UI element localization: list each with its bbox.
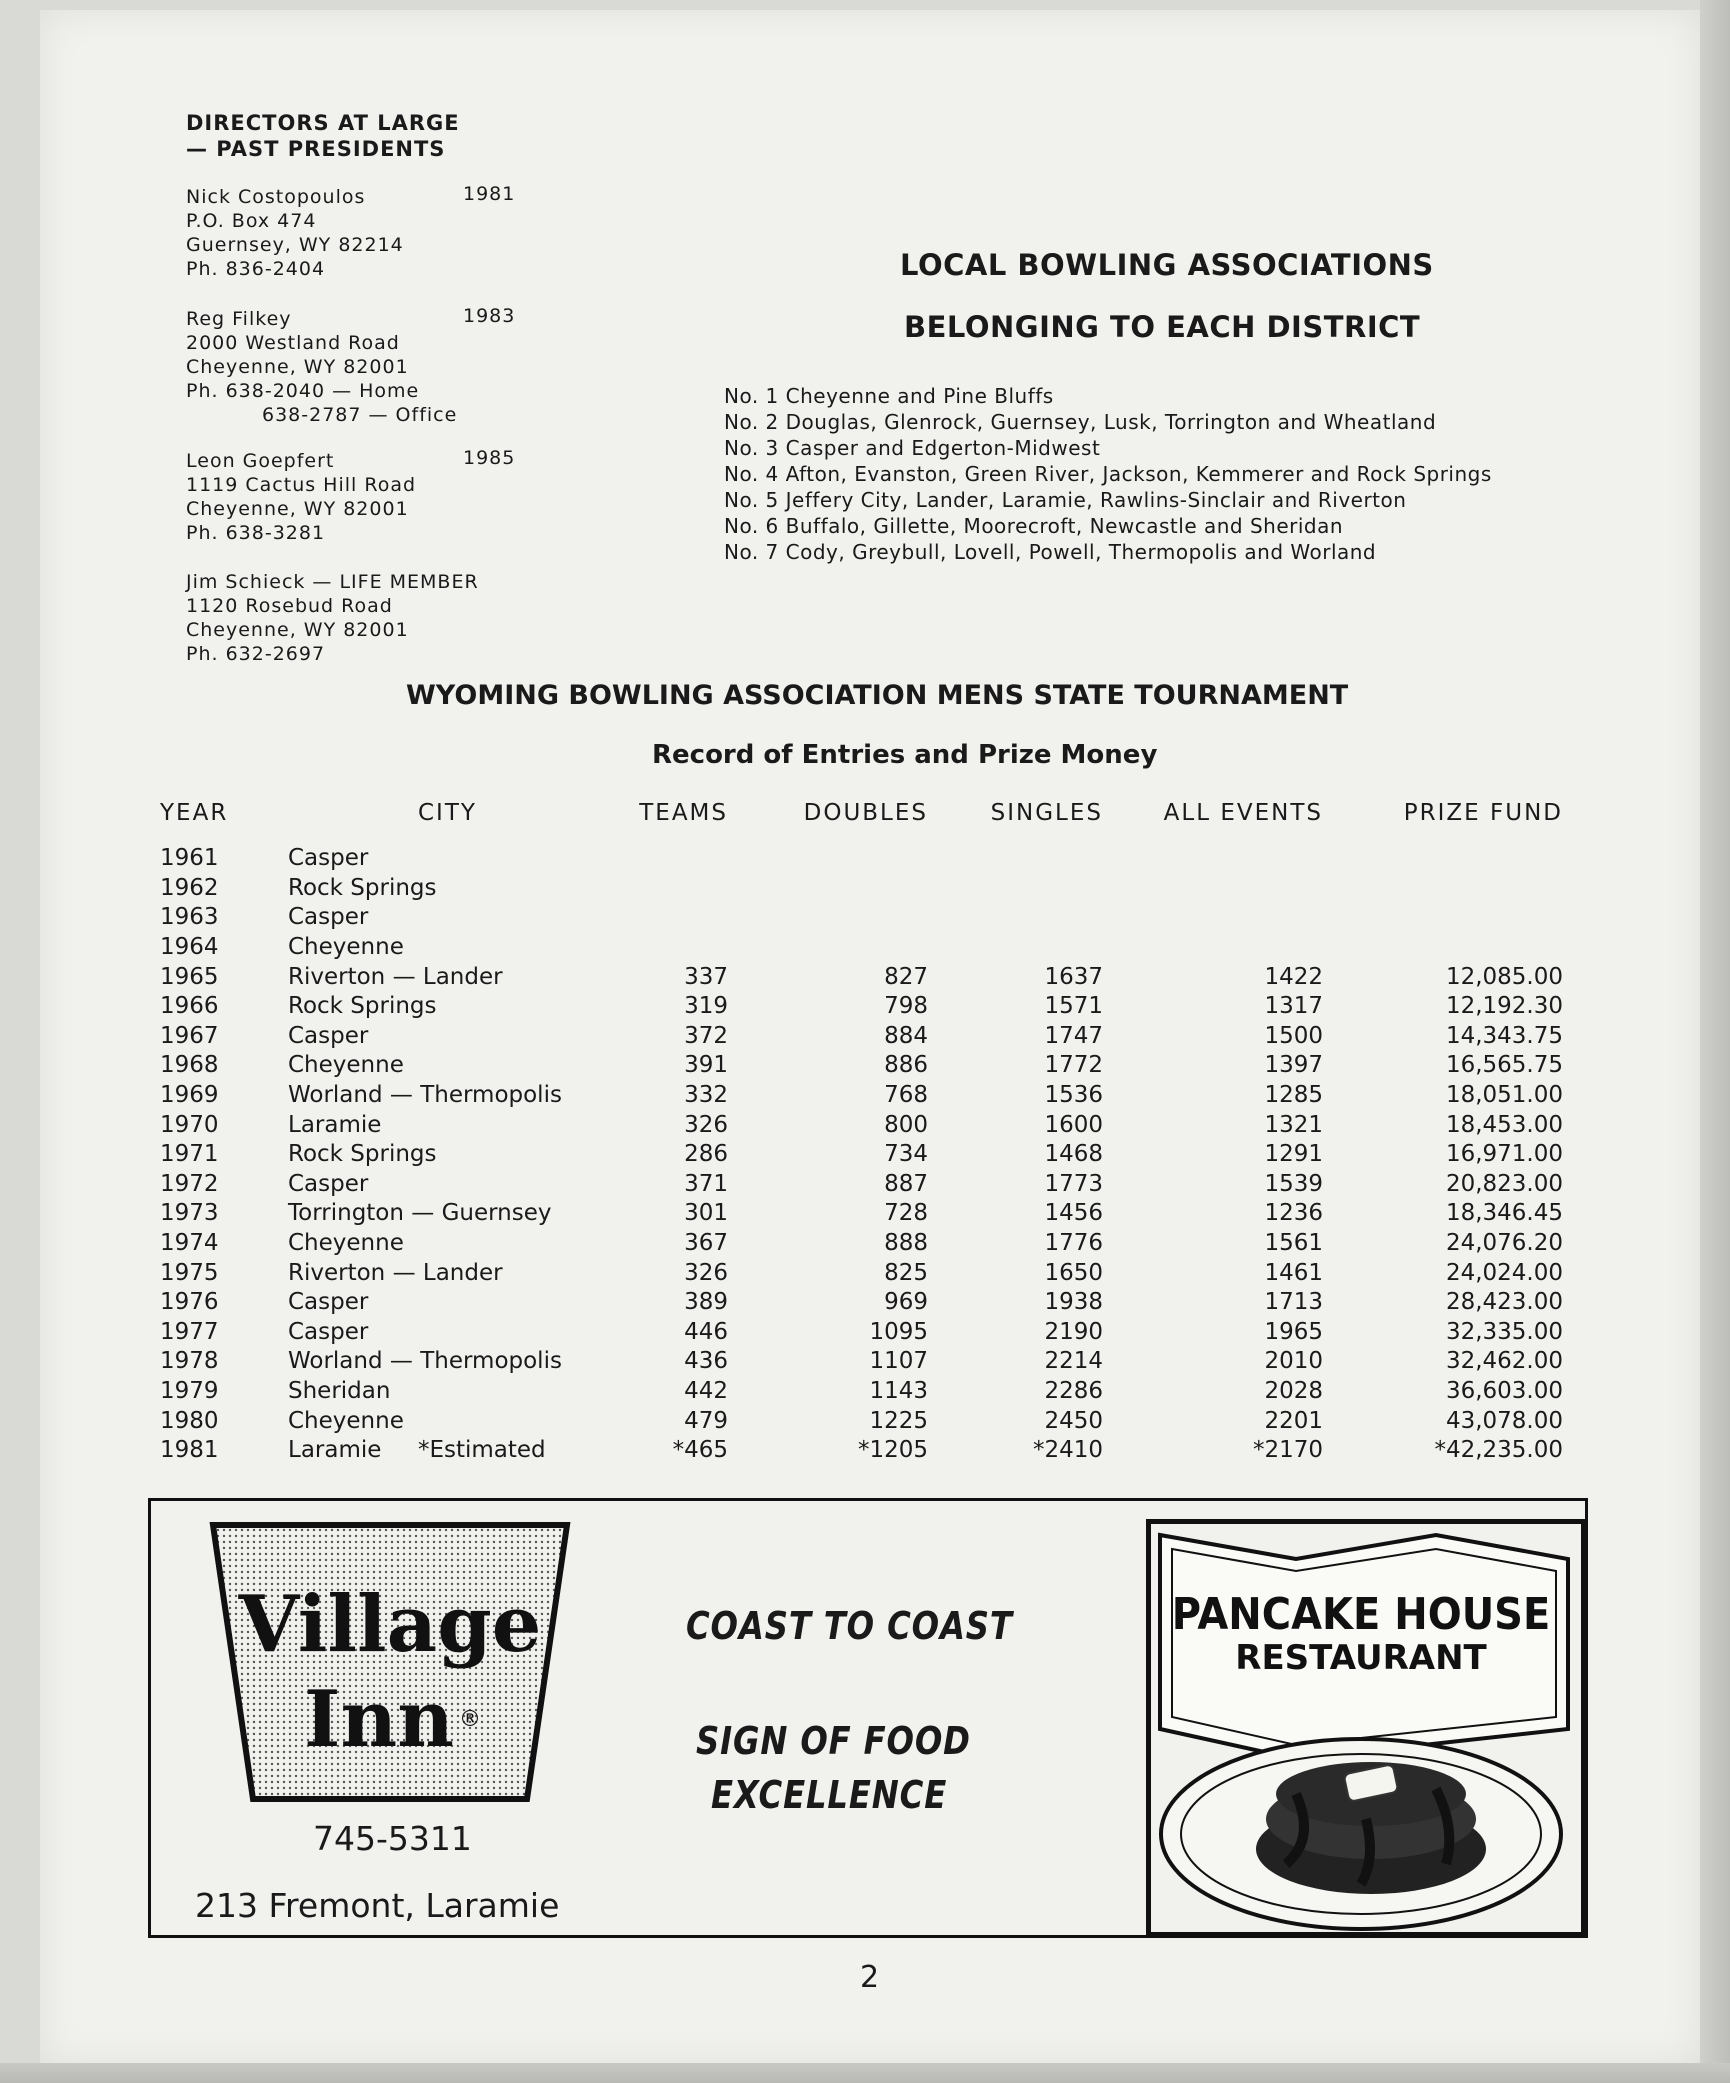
cell-doubles: 1107 (869, 1348, 928, 1375)
table-row (160, 1436, 1563, 1466)
cell-year: 1964 (160, 934, 219, 961)
district-item: No. 6 Buffalo, Gillette, Moorecroft, Newcastle and Sheridan (724, 514, 1344, 538)
district-item: No. 2 Douglas, Glenrock, Guernsey, Lusk, Torrington and Wheatland (724, 410, 1437, 434)
cell-singles (928, 874, 1103, 904)
cell-teams: 372 (684, 1022, 728, 1049)
table-row (160, 1081, 1563, 1111)
cell-singles (928, 903, 1103, 933)
cell-city: Casper (288, 1318, 369, 1345)
cell-prize-fund (1323, 903, 1563, 933)
director-phone: Ph. 638-3281 (186, 522, 326, 544)
district-item: No. 7 Cody, Greybull, Lovell, Powell, Thermopolis and Worland (724, 540, 1377, 564)
cell-city: Casper (288, 904, 369, 931)
cell-teams: 337 (684, 963, 728, 990)
table-row (160, 1199, 1563, 1229)
cell-doubles (728, 874, 928, 904)
cell-year: 1980 (160, 1407, 219, 1434)
cell-doubles: 887 (884, 1170, 928, 1197)
cell-doubles: 886 (884, 1052, 928, 1079)
cell-doubles: 1095 (869, 1318, 928, 1345)
cell-teams: 319 (684, 993, 728, 1020)
cell-all-events: 1317 (1264, 993, 1323, 1020)
cell-singles: *2410 (1032, 1437, 1103, 1464)
cell-all-events: 1422 (1264, 963, 1323, 990)
village-inn-name-line2: Inn (304, 1674, 454, 1765)
page-bottom-strip (0, 2063, 1730, 2083)
table-row (160, 1022, 1563, 1052)
table-row (160, 1229, 1563, 1259)
cell-singles: 1468 (1044, 1141, 1103, 1168)
cell-doubles: 888 (884, 1230, 928, 1257)
table-row (160, 844, 1563, 874)
cell-teams: 326 (684, 1259, 728, 1286)
cell-all-events (1103, 844, 1323, 874)
local-associations-subtitle: BELONGING TO EACH DISTRICT (904, 310, 1421, 344)
cell-prize-fund: *42,235.00 (1434, 1437, 1563, 1464)
cell-year: 1963 (160, 904, 219, 931)
director-entry (186, 307, 457, 427)
cell-teams: 391 (684, 1052, 728, 1079)
cell-doubles: 734 (884, 1141, 928, 1168)
cell-doubles (728, 933, 928, 963)
table-row (160, 1140, 1563, 1170)
table-body (160, 844, 1563, 1465)
cell-all-events (1103, 874, 1323, 904)
cell-city: Cheyenne (288, 1407, 404, 1434)
cell-singles: 1772 (1044, 1052, 1103, 1079)
cell-teams (598, 844, 728, 874)
cell-singles: 1773 (1044, 1170, 1103, 1197)
cell-teams: 389 (684, 1289, 728, 1316)
cell-all-events: 1500 (1264, 1022, 1323, 1049)
cell-doubles: 1225 (869, 1407, 928, 1434)
cell-doubles (728, 903, 928, 933)
table-row (160, 1051, 1563, 1081)
cell-doubles (728, 844, 928, 874)
cell-all-events: 1321 (1264, 1111, 1323, 1138)
cell-city: Worland — Thermopolis (288, 1348, 562, 1375)
director-name: Jim Schieck — LIFE MEMBER (186, 571, 479, 593)
cell-year: 1967 (160, 1022, 219, 1049)
cell-singles: 1650 (1044, 1259, 1103, 1286)
cell-teams: 301 (684, 1200, 728, 1227)
director-year: 1981 (463, 183, 516, 205)
director-address: 2000 Westland Road (186, 332, 400, 354)
cell-city: Worland — Thermopolis (288, 1082, 562, 1109)
cell-city: Rock Springs (288, 993, 437, 1020)
district-item: No. 4 Afton, Evanston, Green River, Jackson, Kemmerer and Rock Springs (724, 462, 1492, 486)
cell-teams: *465 (672, 1437, 728, 1464)
table-row (160, 903, 1563, 933)
cell-prize-fund: 36,603.00 (1445, 1377, 1563, 1404)
cell-city: Laramie (288, 1111, 382, 1138)
table-header-row (160, 800, 1563, 844)
director-year: 1983 (463, 305, 516, 327)
advertisement-box (148, 1498, 1588, 1938)
cell-city: Riverton — Lander (288, 963, 503, 990)
director-year: 1985 (463, 447, 516, 469)
cell-prize-fund: 12,085.00 (1445, 963, 1563, 990)
director-phone: Ph. 632-2697 (186, 643, 326, 665)
cell-all-events: 1397 (1264, 1052, 1323, 1079)
director-address: 1120 Rosebud Road (186, 595, 393, 617)
cell-all-events (1103, 933, 1323, 963)
tournament-table (160, 800, 1563, 1465)
village-inn-address: 213 Fremont, Laramie (195, 1886, 560, 1925)
director-city: Guernsey, WY 82214 (186, 234, 404, 256)
table-row (160, 1406, 1563, 1436)
cell-prize-fund: 43,078.00 (1445, 1407, 1563, 1434)
pancake-house-logo (1146, 1519, 1586, 1937)
cell-year: 1970 (160, 1111, 219, 1138)
director-entry (186, 449, 416, 545)
district-list (724, 383, 1492, 565)
table-row (160, 1347, 1563, 1377)
cell-singles: 2190 (1044, 1318, 1103, 1345)
director-city: Cheyenne, WY 82001 (186, 498, 409, 520)
cell-year: 1977 (160, 1318, 219, 1345)
cell-doubles: 884 (884, 1022, 928, 1049)
cell-all-events: 1291 (1264, 1141, 1323, 1168)
cell-teams (598, 903, 728, 933)
cell-year: 1978 (160, 1348, 219, 1375)
cell-prize-fund (1323, 933, 1563, 963)
cell-year: 1975 (160, 1259, 219, 1286)
pancake-house-subtitle: RESTAURANT (1235, 1638, 1487, 1678)
col-header-teams: TEAMS (639, 800, 728, 826)
table-row (160, 1110, 1563, 1140)
cell-prize-fund: 16,971.00 (1445, 1141, 1563, 1168)
col-header-year: YEAR (160, 800, 229, 826)
village-inn-name-line1: Village (238, 1579, 542, 1670)
cell-teams: 286 (684, 1141, 728, 1168)
cell-all-events: 1236 (1264, 1200, 1323, 1227)
slogan-line1: COAST TO COAST (686, 1604, 1013, 1648)
cell-city: Torrington — Guernsey (288, 1200, 552, 1227)
cell-prize-fund (1323, 874, 1563, 904)
tournament-title: WYOMING BOWLING ASSOCIATION MENS STATE TOURNAMENT (406, 680, 1349, 711)
director-address: 1119 Cactus Hill Road (186, 474, 417, 496)
table-row (160, 1258, 1563, 1288)
cell-all-events: *2170 (1252, 1437, 1323, 1464)
cell-all-events: 1539 (1264, 1170, 1323, 1197)
cell-city: Cheyenne (288, 934, 404, 961)
table-row (160, 992, 1563, 1022)
cell-city: Casper (288, 1170, 369, 1197)
cell-year: 1979 (160, 1377, 219, 1404)
cell-singles: 2450 (1044, 1407, 1103, 1434)
cell-year: 1981 (160, 1437, 219, 1464)
col-header-prize-fund: PRIZE FUND (1403, 800, 1563, 826)
cell-year: 1971 (160, 1141, 219, 1168)
cell-singles: 2214 (1044, 1348, 1103, 1375)
cell-year: 1966 (160, 993, 219, 1020)
cell-singles: 1938 (1044, 1289, 1103, 1316)
cell-doubles: 825 (884, 1259, 928, 1286)
cell-prize-fund: 18,051.00 (1445, 1082, 1563, 1109)
cell-doubles: *1205 (857, 1437, 928, 1464)
cell-prize-fund: 24,076.20 (1445, 1230, 1563, 1257)
local-associations-title: LOCAL BOWLING ASSOCIATIONS (900, 248, 1434, 282)
director-phone: Ph. 638-2040 — Home (186, 380, 420, 402)
cell-city: Cheyenne (288, 1052, 404, 1079)
district-item: No. 3 Casper and Edgerton-Midwest (724, 436, 1101, 460)
cell-prize-fund: 32,335.00 (1445, 1318, 1563, 1345)
director-name: Reg Filkey (186, 308, 292, 330)
cell-prize-fund: 32,462.00 (1445, 1348, 1563, 1375)
cell-prize-fund: 28,423.00 (1445, 1289, 1563, 1316)
cell-all-events: 1285 (1264, 1082, 1323, 1109)
cell-year: 1973 (160, 1200, 219, 1227)
tournament-subtitle: Record of Entries and Prize Money (652, 740, 1158, 770)
cell-year: 1976 (160, 1289, 219, 1316)
cell-year: 1962 (160, 874, 219, 901)
cell-teams: 436 (684, 1348, 728, 1375)
cell-teams (598, 933, 728, 963)
table-row (160, 874, 1563, 904)
col-header-city: CITY (418, 800, 477, 826)
cell-prize-fund: 20,823.00 (1445, 1170, 1563, 1197)
slogan-line3: EXCELLENCE (711, 1773, 948, 1817)
cell-doubles: 798 (884, 993, 928, 1020)
director-phone-office: 638-2787 — Office (262, 404, 458, 426)
cell-city: Rock Springs (288, 874, 437, 901)
cell-year: 1972 (160, 1170, 219, 1197)
cell-all-events: 1461 (1264, 1259, 1323, 1286)
district-item: No. 5 Jeffery City, Lander, Laramie, Rawlins-Sinclair and Riverton (724, 488, 1407, 512)
cell-singles: 1747 (1044, 1022, 1103, 1049)
cell-all-events (1103, 903, 1323, 933)
cell-all-events: 1713 (1264, 1289, 1323, 1316)
cell-prize-fund: 14,343.75 (1445, 1022, 1563, 1049)
director-name: Nick Costopoulos (186, 186, 366, 208)
cell-doubles: 827 (884, 963, 928, 990)
registered-mark: ® (459, 1707, 481, 1732)
cell-teams: 367 (684, 1230, 728, 1257)
cell-singles: 1600 (1044, 1111, 1103, 1138)
page-number: 2 (860, 1960, 880, 1995)
cell-teams: 371 (684, 1170, 728, 1197)
cell-teams: 446 (684, 1318, 728, 1345)
col-header-singles: SINGLES (990, 800, 1103, 826)
page-edge (1700, 0, 1730, 2083)
cell-all-events: 1561 (1264, 1230, 1323, 1257)
cell-prize-fund: 24,024.00 (1445, 1259, 1563, 1286)
cell-year: 1968 (160, 1052, 219, 1079)
district-item: No. 1 Cheyenne and Pine Bluffs (724, 384, 1054, 408)
director-name: Leon Goepfert (186, 450, 335, 472)
cell-all-events: 2010 (1264, 1348, 1323, 1375)
cell-year: 1969 (160, 1082, 219, 1109)
cell-year: 1961 (160, 845, 219, 872)
cell-prize-fund: 18,453.00 (1445, 1111, 1563, 1138)
table-row (160, 1377, 1563, 1407)
directors-heading (186, 110, 460, 162)
cell-city: Laramie *Estimated (288, 1437, 546, 1464)
cell-all-events: 2028 (1264, 1377, 1323, 1404)
village-inn-phone: 745-5311 (313, 1819, 472, 1858)
table-row (160, 1170, 1563, 1200)
cell-city: Cheyenne (288, 1230, 404, 1257)
director-city: Cheyenne, WY 82001 (186, 619, 409, 641)
col-header-all-events: ALL EVENTS (1163, 800, 1323, 826)
director-entry (186, 570, 479, 666)
table-row (160, 962, 1563, 992)
cell-prize-fund (1323, 844, 1563, 874)
cell-city: Sheridan (288, 1377, 391, 1404)
director-phone: Ph. 836-2404 (186, 258, 326, 280)
pancake-house-title: PANCAKE HOUSE (1171, 1588, 1551, 1640)
cell-teams: 326 (684, 1111, 728, 1138)
cell-prize-fund: 16,565.75 (1445, 1052, 1563, 1079)
director-address: P.O. Box 474 (186, 210, 317, 232)
directors-heading-line2: — PAST PRESIDENTS (186, 137, 446, 161)
cell-singles: 1637 (1044, 963, 1103, 990)
table-row (160, 1318, 1563, 1348)
director-entry (186, 185, 404, 281)
cell-singles: 2286 (1044, 1377, 1103, 1404)
cell-prize-fund: 12,192.30 (1445, 993, 1563, 1020)
cell-city: Riverton — Lander (288, 1259, 503, 1286)
cell-all-events: 1965 (1264, 1318, 1323, 1345)
cell-prize-fund: 18,346.45 (1445, 1200, 1563, 1227)
director-city: Cheyenne, WY 82001 (186, 356, 409, 378)
cell-teams: 332 (684, 1082, 728, 1109)
table-row (160, 1288, 1563, 1318)
table-row (160, 933, 1563, 963)
cell-teams (598, 874, 728, 904)
cell-city: Casper (288, 845, 369, 872)
cell-doubles: 768 (884, 1082, 928, 1109)
cell-singles (928, 844, 1103, 874)
cell-city: Casper (288, 1022, 369, 1049)
cell-doubles: 1143 (869, 1377, 928, 1404)
cell-all-events: 2201 (1264, 1407, 1323, 1434)
cell-teams: 442 (684, 1377, 728, 1404)
cell-singles: 1571 (1044, 993, 1103, 1020)
cell-year: 1965 (160, 963, 219, 990)
cell-singles: 1776 (1044, 1230, 1103, 1257)
cell-year: 1974 (160, 1230, 219, 1257)
cell-singles (928, 933, 1103, 963)
cell-doubles: 800 (884, 1111, 928, 1138)
cell-teams: 479 (684, 1407, 728, 1434)
directors-heading-line1: DIRECTORS AT LARGE (186, 111, 460, 135)
cell-doubles: 969 (884, 1289, 928, 1316)
cell-singles: 1456 (1044, 1200, 1103, 1227)
cell-city: Casper (288, 1289, 369, 1316)
cell-city: Rock Springs (288, 1141, 437, 1168)
col-header-doubles: DOUBLES (803, 800, 928, 826)
cell-doubles: 728 (884, 1200, 928, 1227)
village-inn-logo (209, 1521, 571, 1803)
cell-singles: 1536 (1044, 1082, 1103, 1109)
slogan-line2: SIGN OF FOOD (696, 1719, 971, 1763)
